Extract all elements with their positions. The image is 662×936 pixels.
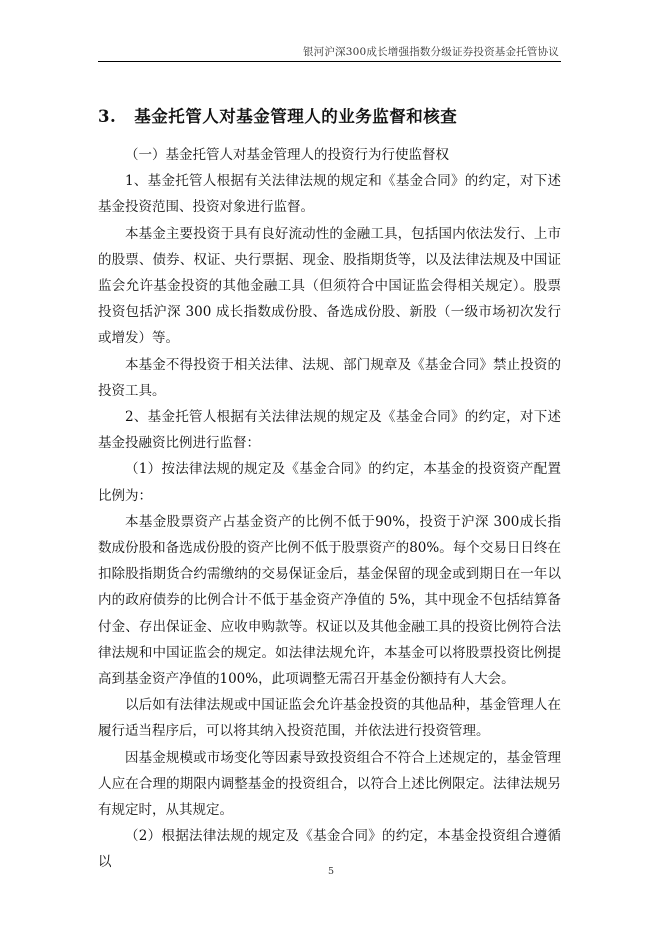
paragraph: 2、基金托管人根据有关法律法规的规定及《基金合同》的约定，对下述基金投融资比例进行监督： — [98, 409, 561, 452]
page-body — [98, 104, 561, 876]
paragraph: 以后如有法律法规或中国证监会允许基金投资的其他品种，基金管理人在履行适当程序后，可以将其纳入投资范围，并依法进行投资管理。 — [98, 697, 561, 740]
section-title: 基金托管人对基金管理人的业务监督和核查 — [134, 107, 458, 126]
paragraph: （2）根据法律法规的规定及《基金合同》的约定，本基金投资组合遵循以 — [98, 828, 561, 871]
page-number: 5 — [327, 866, 335, 877]
section-heading — [98, 104, 561, 130]
paragraph: 本基金主要投资于具有良好流动性的金融工具，包括国内依法发行、上市的股票、债券、权证、央行票据、现金、股指期货等，以及法律法规及中国证监会允许基金投资的其他金融工具（但须符合中国证监会得相关规定）。股票投资包括沪深 300 成长指数成份股、备选成份股、新股（一级市场初次发行或增发）等。 — [98, 225, 561, 347]
paragraph: 因基金规模或市场变化等因素导致投资组合不符合上述规定的，基金管理人应在合理的期限内调整基金的投资组合，以符合上述比例限定。法律法规另有规定时，从其规定。 — [98, 749, 561, 819]
header-rule — [98, 61, 561, 62]
paragraph: （1）按法律法规的规定及《基金合同》的约定，本基金的投资资产配置比例为： — [98, 461, 561, 504]
paragraph-subsection-heading: （一）基金托管人对基金管理人的投资行为行使监督权 — [125, 147, 449, 163]
running-header: 银河沪深300成长增强指数分级证券投资基金托管协议 — [302, 46, 559, 58]
paragraph: 1、基金托管人根据有关法律法规的规定和《基金合同》的约定，对下述基金投资范围、投资对象进行监督。 — [98, 173, 561, 216]
paragraph: 本基金股票资产占基金资产的比例不低于90%，投资于沪深 300成长指数成份股和备选成份股的资产比例不低于股票资产的80%。每个交易日日终在扣除股指期货合约需缴纳的交易保证金后，基金保留的现金或到期日在一年以内的政府债券的比例合计不低于基金资产净值的 5%，其中现金不包括结算备付金、存出保证金、应收申购款等。权证以及其他金融工具的投资比例符合法律法规和中国证监会的规定。如法律法规允许，本基金可以将股票投资比例提高到基金资产净值的100%，此项调整无需召开基金份额持有人大会。 — [98, 513, 561, 688]
paragraph: 本基金不得投资于相关法律、法规、部门规章及《基金合同》禁止投资的投资工具。 — [98, 356, 561, 399]
section-number: 3. — [98, 107, 117, 126]
